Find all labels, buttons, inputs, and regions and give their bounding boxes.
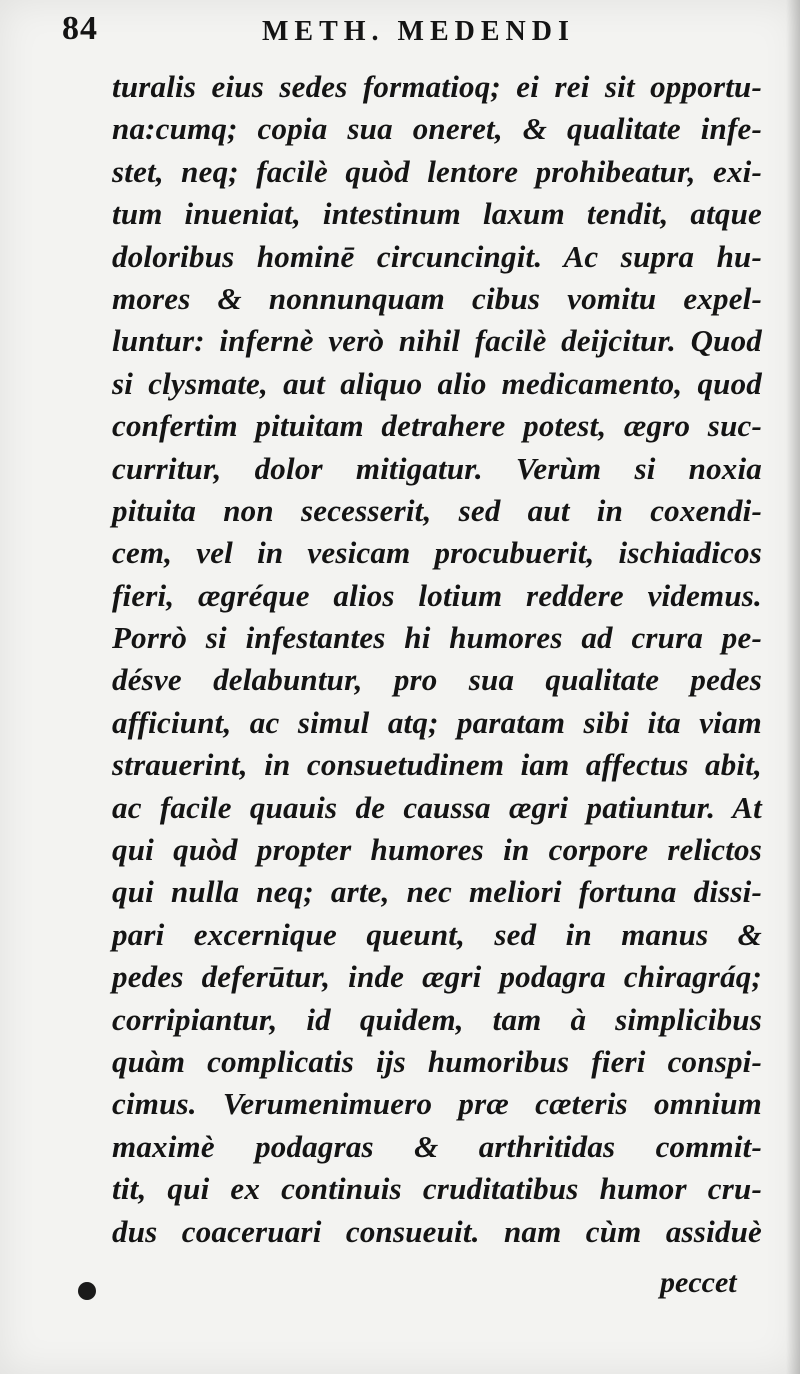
text-line: dus coaceruari consueuit. nam cùm assiduè bbox=[112, 1213, 762, 1249]
text-line: qui nulla neq; arte, nec meliori fortuna dissi- bbox=[112, 874, 762, 910]
text-line: pituita non secesserit, sed aut in coxendi- bbox=[112, 492, 762, 528]
text-line: confertim pituitam detrahere potest, ægro suc- bbox=[112, 408, 762, 444]
text-line: luntur: infernè verò nihil facilè deijcitur. Quod bbox=[112, 323, 762, 359]
text-line: turalis eius sedes formatioq; ei rei sit opportu- bbox=[112, 69, 762, 104]
text-line: pedes deferūtur, inde ægri podagra chiragráq; bbox=[112, 959, 762, 995]
page-number: 84 bbox=[62, 10, 98, 47]
text-line: mores & nonnunquam cibus vomitu expel- bbox=[112, 280, 762, 316]
text-line: qui quòd propter humores in corpore relictos bbox=[112, 832, 762, 868]
text-line: afficiunt, ac simul atq; paratam sibi ita viam bbox=[112, 704, 762, 740]
text-line: curritur, dolor mitigatur. Verùm si noxia bbox=[112, 450, 762, 486]
text-line: pari excernique queunt, sed in manus & bbox=[112, 916, 762, 952]
catchword: peccet bbox=[660, 1266, 737, 1299]
text-line: Porrò si infestantes hi humores ad crura pe- bbox=[112, 620, 762, 656]
text-line: na:cumq; copia sua oneret, & qualitate infe- bbox=[112, 111, 762, 147]
text-line: si clysmate, aut aliquo alio medicamento, quod bbox=[112, 365, 762, 401]
body-text bbox=[112, 66, 762, 1253]
text-line: corripiantur, id quidem, tam à simplicibus bbox=[112, 1001, 762, 1037]
text-line: cimus. Verumenimuero præ cæteris omnium bbox=[112, 1086, 762, 1122]
text-line: tum inueniat, intestinum laxum tendit, atque bbox=[112, 196, 762, 232]
text-line: fieri, ægréque alios lotium reddere videmus. bbox=[112, 577, 762, 613]
running-head: METH. MEDENDI bbox=[262, 16, 575, 47]
ink-speck bbox=[78, 1282, 96, 1300]
page-header bbox=[62, 10, 722, 60]
text-line: quàm complicatis ijs humoribus fieri conspi- bbox=[112, 1043, 762, 1079]
text-line: désve delabuntur, pro sua qualitate pedes bbox=[112, 662, 762, 698]
text-line: tit, qui ex continuis cruditatibus humor cru- bbox=[112, 1171, 762, 1207]
text-line: strauerint, in consuetudinem iam affectus abit, bbox=[112, 747, 762, 783]
text-line: cem, vel in vesicam procubuerit, ischiadicos bbox=[112, 535, 762, 571]
text-line: stet, neq; facilè quòd lentore prohibeatur, exi- bbox=[112, 153, 762, 189]
text-line: ac facile quauis de caussa ægri patiuntur. At bbox=[112, 789, 762, 825]
text-line: maximè podagras & arthritidas commit- bbox=[112, 1128, 762, 1164]
text-line: doloribus hominē circuncingit. Ac supra hu- bbox=[112, 238, 762, 274]
page-edge-shadow bbox=[786, 0, 800, 1374]
